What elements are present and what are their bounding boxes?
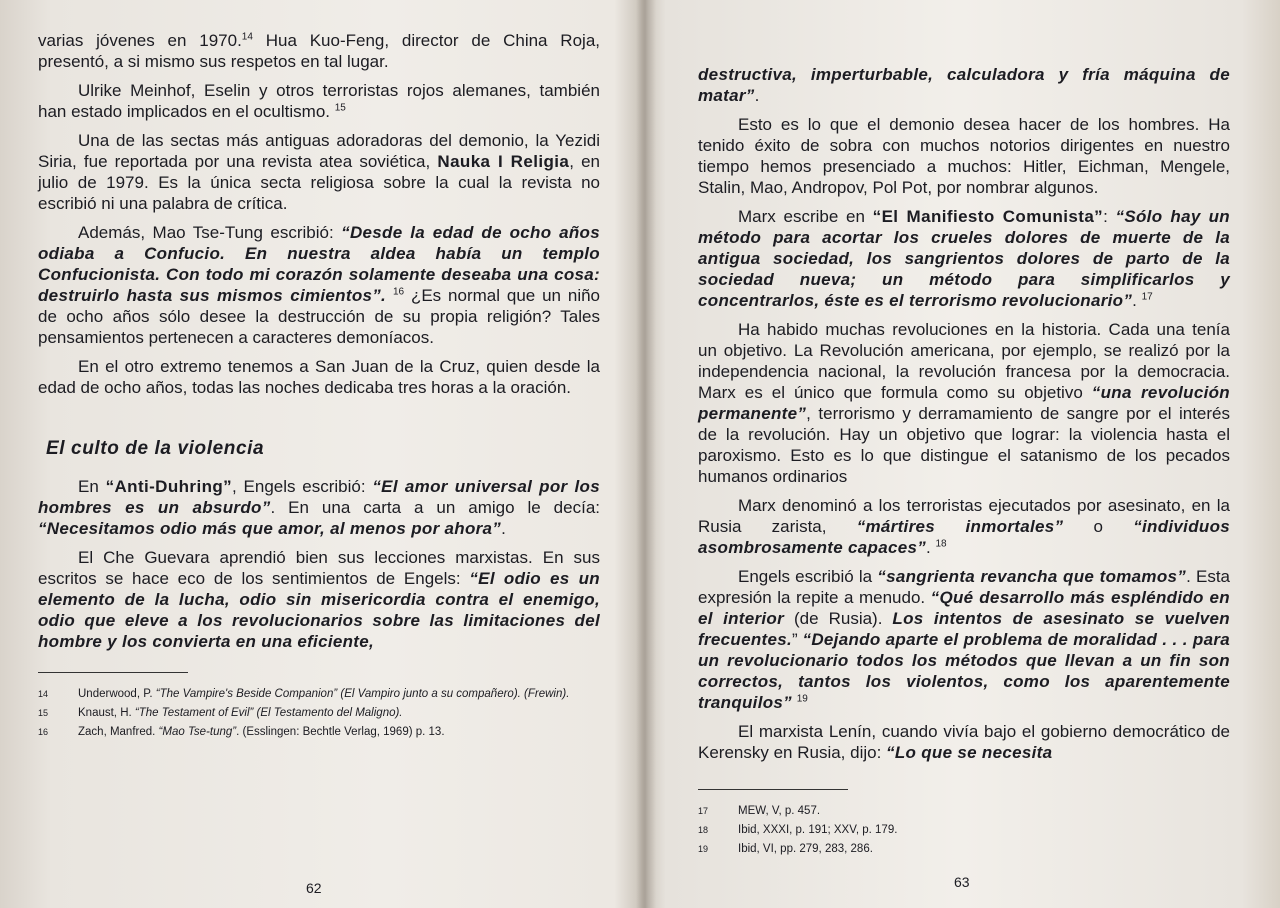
section-heading: El culto de la violencia — [46, 438, 265, 459]
quotation: “Dejando aparte el problema de moralidad . . . para un revolucionario todos los métodos que llevan a un fin son correctos, tantos los violentos, como los aparentemente tranquilos” — [698, 630, 1231, 712]
quotation: “Lo que se necesita — [886, 743, 1053, 762]
quotation: “mártires inmortales” — [856, 517, 1064, 536]
footnote: 15 Knaust, H. “The Testament of Evil” (El Testamento del Maligno). — [38, 707, 403, 719]
page-number: 62 — [306, 880, 322, 896]
footnote: 14 Underwood, P. “The Vampire's Beside Companion” (El Vampiro junto a su compañero). (Frewin). — [38, 688, 570, 700]
paragraph: Ulrike Meinhof, Eselin y otros terroristas rojos alemanes, también han estado implicados en el ocultismo. $^{15}$ — [38, 81, 600, 121]
paragraph: destructiva, imperturbable, calculadora y fría máquina de matar”. — [698, 65, 1230, 105]
paragraph: En “Anti-Duhring”, Engels escribió: “El amor universal por los hombres es un absurdo”. En una carta a un amigo le decía: “Necesitamos odio más que amor, al menos por ahora”. — [38, 477, 600, 538]
quotation: “Sólo hay un método para acortar los crueles dolores de muerte de la antigua sociedad, los sangrientos dolores de parto de la sociedad nueva; un método para simplificarlos y concentrarlos, éste es el terrorismo revolucionario” — [698, 207, 1230, 310]
quotation: “una revolución permanente” — [698, 383, 1230, 423]
bold-title: “El Manifiesto Comunista” — [872, 207, 1104, 226]
paragraph: En el otro extremo tenemos a San Juan de la Cruz, quien desde la edad de ocho años, todas las noches dedicaba tres horas a la oración. — [38, 357, 600, 397]
paragraph: Marx denominó a los terroristas ejecutados por asesinato, en la Rusia zarista, “mártires inmortales” o “individuos asombrosamente capaces”. $^{18}$ — [698, 496, 1231, 557]
bold-title: “Anti-Duhring” — [105, 477, 233, 496]
footnote-divider — [38, 672, 188, 673]
footnote-ref: 15 — [334, 102, 346, 114]
paragraph: Esto es lo que el demonio desea hacer de los hombres. Ha tenido éxito de sobra con muchos notorios dirigentes en nuestro tiempo hemos presenciado a muchos: Hitler, Eichman, Mengele, Stalin, Mao, Andropov, Pol Pot, por nombrar algunos. — [698, 115, 1230, 197]
paragraph: Engels escribió la “sangrienta revancha que tomamos”. Esta expresión la repite a menudo. “Qué desarrollo más espléndido en el interior (de Rusia). Los intentos de asesinato se vuelven frecuentes.” “Dejando aparte el problema de moralidad . . . para un revolucionario todos los métodos que llevan a un fin son correctos, tantos los violentos, como los aparentemente tranquilos” $^{19}$ — [698, 567, 1231, 712]
paragraph: Ha habido muchas revoluciones en la historia. Cada una tenía un objetivo. La Revolución americana, por ejemplo, se realizó por la independencia nacional, la revolución francesa por la democracia. Marx es el único que formula como su objetivo “una revolución permanente”, terrorismo y derramamiento de sangre por el interés de la revolución. Hay un objetivo que lograr: la violencia hasta el paroxismo. Esto es lo que distingue el satanismo de los pecados humanos ordinarios — [698, 320, 1230, 486]
paragraph: Una de las sectas más antiguas adoradoras del demonio, la Yezidi Siria, fue reportada por una revista atea soviética, Nauka I Religia, en julio de 1979. Es la única secta religiosa sobre la cual la revista no escribió ni una palabra de crítica. — [38, 131, 600, 213]
quotation: “Desde la edad de ocho años odiaba a Confucio. En nuestra aldea había un templo Confucionista. Con todo mi corazón solamente deseaba una cosa: destruirlo hasta sus mismos cimientos”. — [38, 223, 600, 305]
footnote: 19 Ibid, VI, pp. 279, 283, 286. — [698, 843, 873, 855]
footnote-ref: 18 — [935, 538, 947, 550]
page-number: 63 — [954, 874, 970, 890]
quotation: destructiva, imperturbable, calculadora y fría máquina de matar” — [698, 65, 1230, 105]
paragraph: El Che Guevara aprendió bien sus lecciones marxistas. En sus escritos se hace eco de los sentimientos de Engels: “El odio es un elemento de la lucha, odio sin misericordia contra el enemigo, odio que eleve a los revolucionarios sobre las limitaciones del hombre y los convierta en una eficiente, — [38, 548, 600, 651]
footnote: 18 Ibid, XXXI, p. 191; XXV, p. 179. — [698, 824, 898, 836]
paragraph: Además, Mao Tse-Tung escribió: “Desde la edad de ocho años odiaba a Confucio. En nuestra aldea había un templo Confucionista. Con todo mi corazón solamente deseaba una cosa: destruirlo hasta sus mismos cimientos”. $^{16}$ ¿Es normal que un niño de ocho años sólo desee la destrucción de su propia religión? Tales pensamientos pertenecen a caracteres demoníacos. — [38, 223, 601, 347]
paragraph: Marx escribe en “El Manifiesto Comunista”: “Sólo hay un método para acortar los crueles dolores de muerte de la antigua sociedad, los sangrientos dolores de parto de la sociedad nueva; un método para simplificarlos y concentrarlos, éste es el terrorismo revolucionario”. $^{17}$ — [698, 207, 1230, 310]
bold-title: Nauka I Religia — [437, 152, 570, 171]
footnote: 17 MEW, V, p. 457. — [698, 805, 821, 817]
quotation: “individuos asombrosamente capaces” — [698, 517, 1231, 557]
footnotes — [698, 804, 1230, 857]
quotation: “El amor universal por los hombres es un absurdo” — [38, 477, 600, 517]
quotation: “El odio es un elemento de la lucha, odio sin misericordia contra el enemigo, odio que eleve a los revolucionarios sobre las limitaciones del hombre y los convierta en una eficiente, — [38, 569, 600, 651]
quotation: “Qué desarrollo más espléndido en el interior — [698, 588, 1230, 628]
quotation: Los intentos de asesinato se vuelven frecuentes. — [698, 609, 1230, 649]
paragraph: varias jóvenes en 1970.14 Hua Kuo-Feng, director de China Roja, presentó, a si mismo sus respetos en tal lugar. — [38, 31, 600, 71]
footnotes — [38, 687, 600, 740]
right-page — [652, 0, 1280, 908]
footnote-ref: 17 — [1141, 291, 1153, 303]
paragraph: El marxista Lenín, cuando vivía bajo el gobierno democrático de Kerensky en Rusia, dijo: “Lo que se necesita — [698, 722, 1230, 762]
footnote-ref: 19 — [796, 693, 808, 705]
footnote-divider — [698, 789, 848, 790]
footnote: 16 Zach, Manfred. “Mao Tse-tung”. (Esslingen: Bechtle Verlag, 1969) p. 13. — [38, 726, 445, 738]
quotation: “Necesitamos odio más que amor, al menos por ahora” — [38, 519, 502, 538]
footnote-ref: 16 — [392, 286, 405, 298]
footnote-ref: 14 — [241, 31, 253, 43]
quotation: “sangrienta revancha que tomamos” — [877, 567, 1187, 586]
